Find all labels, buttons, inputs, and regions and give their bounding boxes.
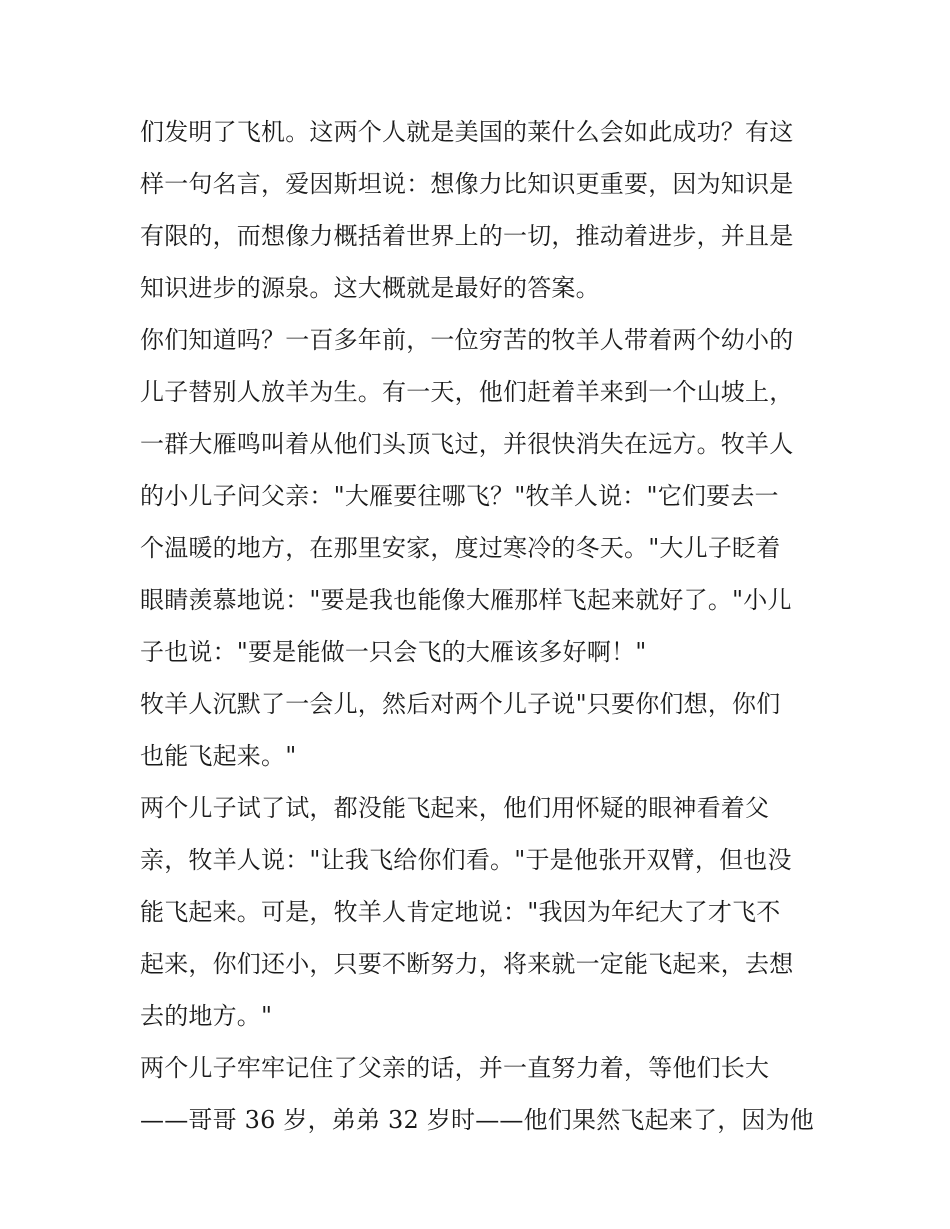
text-line: 两个儿子试了试，都没能飞起来，他们用怀疑的眼神看着父 xyxy=(140,794,770,822)
text-line: 们发明了飞机。这两个人就是美国的莱什么会如此成功？有这 xyxy=(140,118,794,146)
text-line: 样一句名言，爱因斯坦说：想像力比知识更重要，因为知识是 xyxy=(140,170,794,198)
text-line: 有限的，而想像力概括着世界上的一切，推动着进步，并且是 xyxy=(140,222,794,250)
text-line: 儿子替别人放羊为生。有一天，他们赶着羊来到一个山坡上， xyxy=(140,378,794,406)
text-line: 子也说："要是能做一只会飞的大雁该多好啊！" xyxy=(140,638,647,666)
text-line: 也能飞起来。" xyxy=(140,742,297,770)
text-line: 能飞起来。可是，牧羊人肯定地说："我因为年纪大了才飞不 xyxy=(140,898,781,926)
text-line: 个温暖的地方，在那里安家，度过寒冷的冬天。"大儿子眨着 xyxy=(140,534,781,562)
text-line: 的小儿子问父亲："大雁要往哪飞？"牧羊人说："它们要去一 xyxy=(140,482,779,510)
text-line: 你们知道吗？一百多年前，一位穷苦的牧羊人带着两个幼小的 xyxy=(140,326,794,354)
text-line: 眼睛羡慕地说："要是我也能像大雁那样飞起来就好了。"小儿 xyxy=(140,586,792,614)
text-line: 牧羊人沉默了一会儿，然后对两个儿子说"只要你们想，你们 xyxy=(140,690,781,718)
text-line: ——哥哥 36 岁，弟弟 32 岁时——他们果然飞起来了，因为他 xyxy=(140,1106,814,1134)
text-line: 去的地方。" xyxy=(140,1002,273,1030)
text-line: 亲，牧羊人说："让我飞给你们看。"于是他张开双臂，但也没 xyxy=(140,846,792,874)
text-line: 起来，你们还小，只要不断努力，将来就一定能飞起来，去想 xyxy=(140,950,794,978)
text-line: 知识进步的源泉。这大概就是最好的答案。 xyxy=(140,274,600,302)
text-line: 一群大雁鸣叫着从他们头顶飞过，并很快消失在远方。牧羊人 xyxy=(140,430,794,458)
text-line: 两个儿子牢牢记住了父亲的话，并一直努力着，等他们长大 xyxy=(140,1054,770,1082)
body-text xyxy=(140,106,820,1146)
